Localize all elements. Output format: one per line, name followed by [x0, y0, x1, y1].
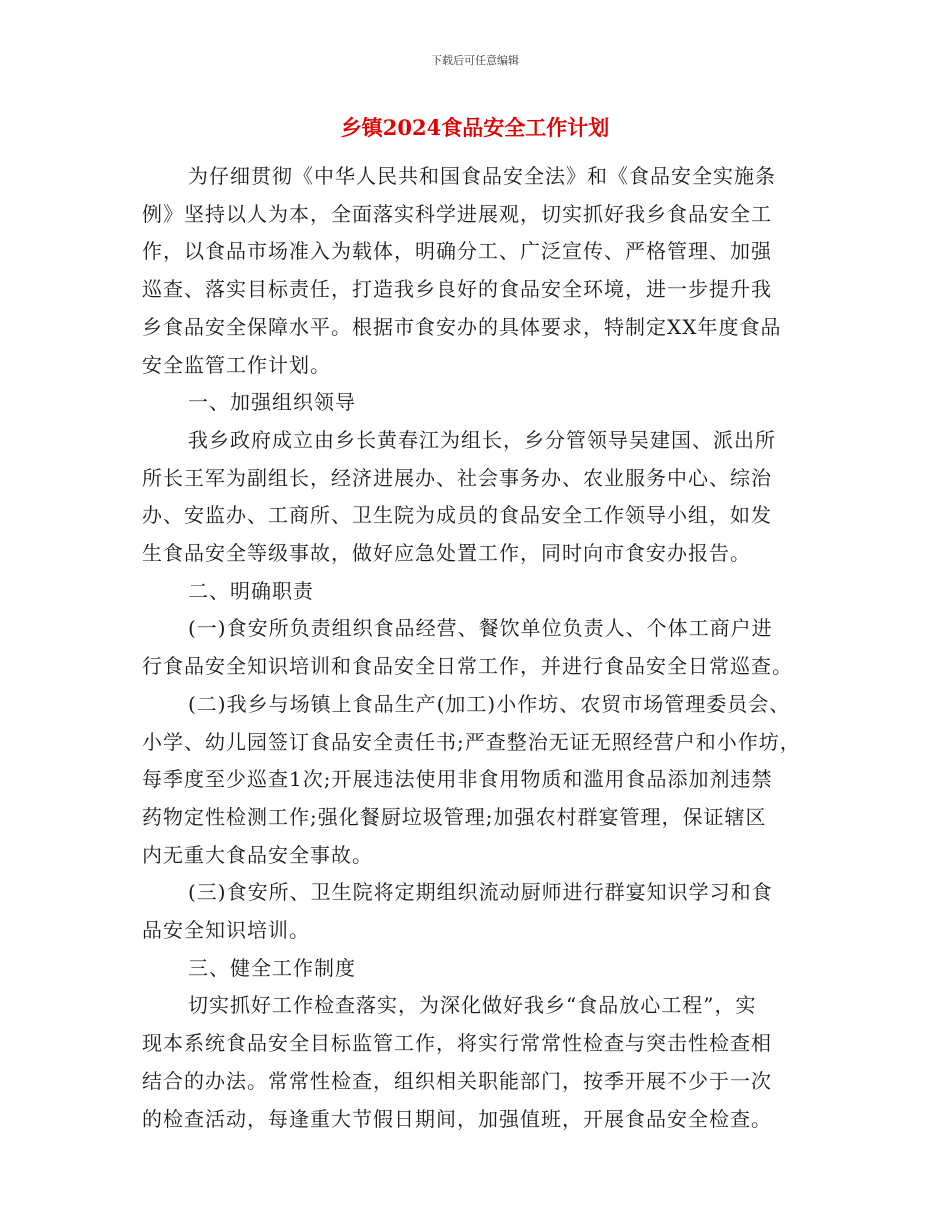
document-body — [142, 158, 822, 1138]
body-line: 所长王军为副组长，经济进展办、社会事务办、农业服务中心、综治 — [142, 465, 772, 490]
body-line: 内无重大食品安全事故。 — [142, 842, 373, 867]
body-line: 作，以食品市场准入为载体，明确分工、广泛宣传、严格管理、加强 — [142, 239, 772, 264]
body-line: 安全监管工作计划。 — [142, 352, 331, 377]
body-line: 小学、幼儿园签订食品安全责任书;严查整治无证无照经营户和小作坊， — [142, 729, 801, 754]
body-line: 我乡政府成立由乡长黄春江为组长，乡分管领导吴建国、派出所 — [188, 427, 776, 452]
body-line: 乡食品安全保障水平。根据市食安办的具体要求，特制定XX年度食品 — [142, 314, 782, 339]
body-line: 结合的办法。常常性检查，组织相关职能部门，按季开展不少于一次 — [142, 1068, 772, 1093]
page-header: 下载后可任意编辑 — [431, 54, 519, 67]
body-line: 每季度至少巡查1次;开展违法使用非食用物质和滥用食品添加剂违禁 — [142, 767, 773, 792]
body-line: 办、安监办、工商所、卫生院为成员的食品安全工作领导小组，如发 — [142, 503, 772, 528]
body-line: 生食品安全等级事故，做好应急处置工作，同时向市食安办报告。 — [142, 541, 751, 566]
document-title: 乡镇2024食品安全工作计划 — [340, 115, 610, 140]
body-line: 例》坚持以人为本，全面落实科学进展观，切实抓好我乡食品安全工 — [142, 201, 772, 226]
body-line: (一)食安所负责组织食品经营、餐饮单位负责人、个体工商户进 — [188, 616, 773, 641]
section-heading: 二、明确职责 — [188, 578, 314, 603]
body-line: 的检查活动，每逢重大节假日期间，加强值班，开展食品安全检查。 — [142, 1106, 772, 1131]
body-line: (二)我乡与场镇上食品生产(加工)小作坊、农贸市场管理委员会、 — [188, 691, 791, 716]
body-line: (三)食安所、卫生院将定期组织流动厨师进行群宴知识学习和食 — [188, 880, 773, 905]
body-line: 行食品安全知识培训和食品安全日常工作，并进行食品安全日常巡查。 — [142, 654, 793, 679]
body-line: 品安全知识培训。 — [142, 918, 310, 943]
section-heading: 三、健全工作制度 — [188, 955, 356, 980]
section-heading: 一、加强组织领导 — [188, 390, 356, 415]
body-line: 现本系统食品安全目标监管工作，将实行常常性检查与突击性检查相 — [142, 1031, 772, 1056]
body-line: 切实抓好工作检查落实，为深化做好我乡“食品放心工程”，实 — [188, 993, 757, 1018]
body-line: 药物定性检测工作;强化餐厨垃圾管理;加强农村群宴管理，保证辖区 — [142, 804, 767, 829]
body-line: 为仔细贯彻《中华人民共和国食品安全法》和《食品安全实施条 — [188, 164, 776, 188]
body-line: 巡查、落实目标责任，打造我乡良好的食品安全环境，进一步提升我 — [142, 277, 772, 302]
